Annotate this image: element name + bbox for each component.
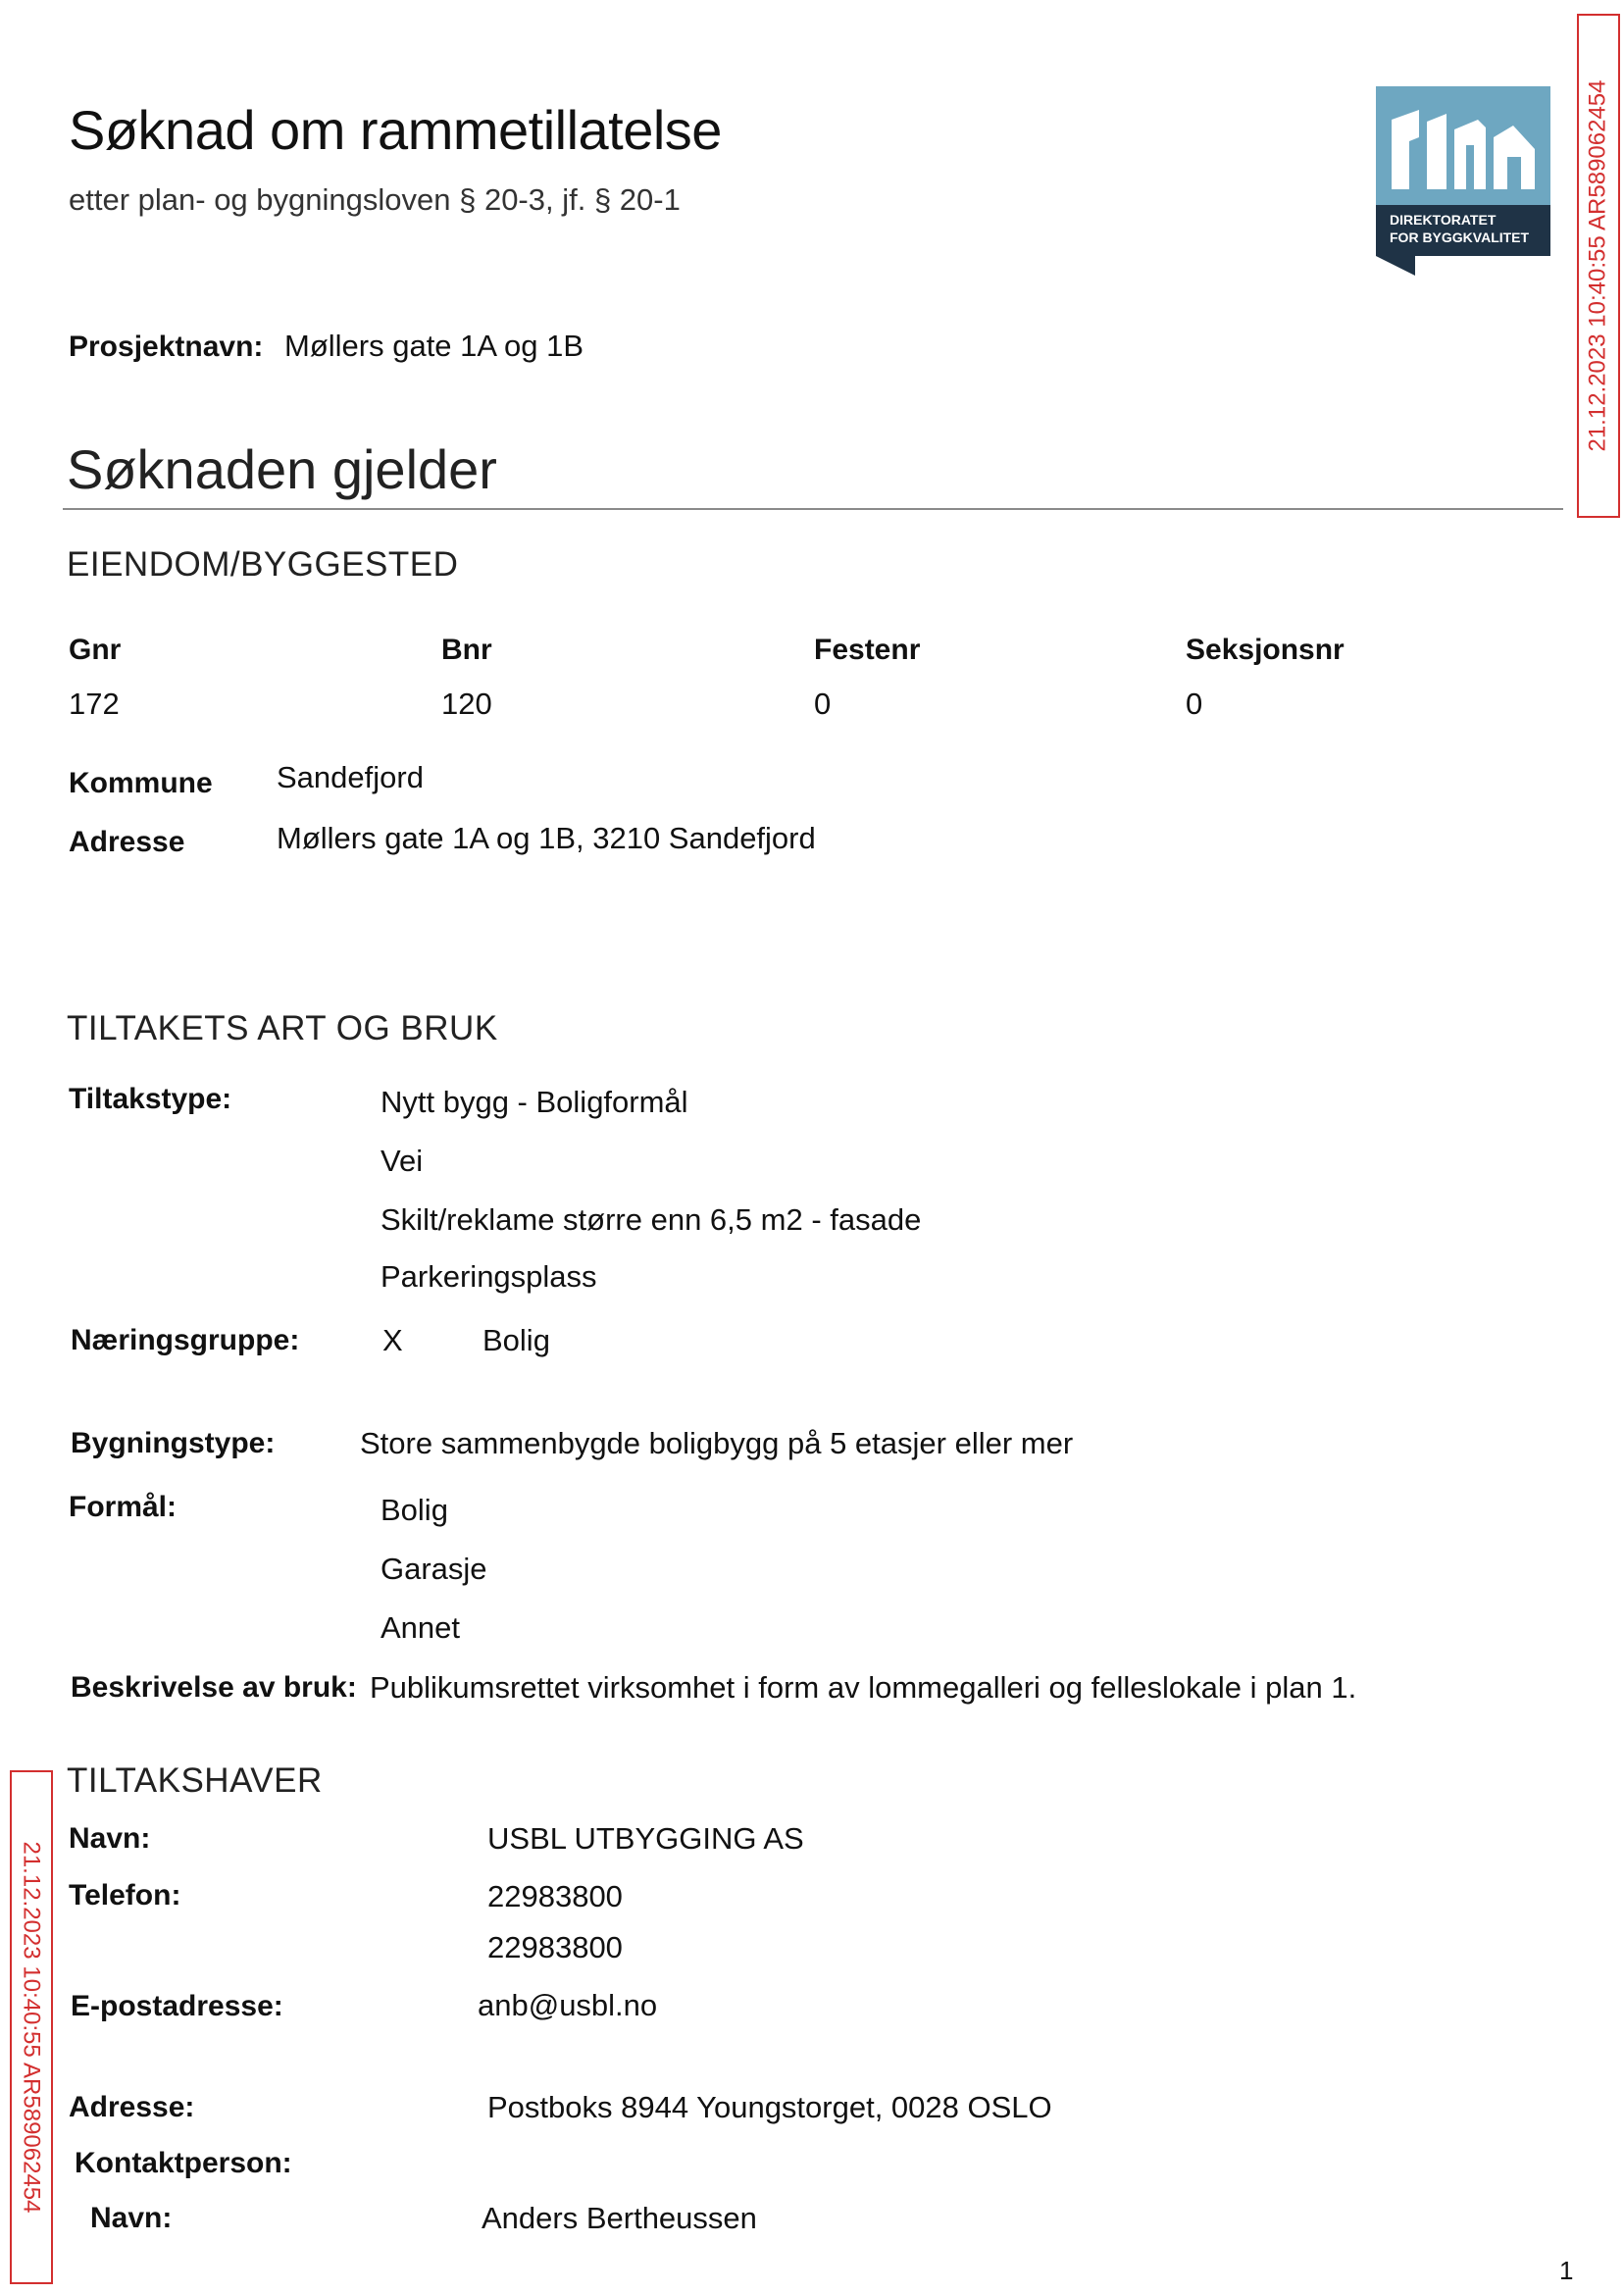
- page-number: 1: [1559, 2256, 1574, 2285]
- festenr-value: 0: [814, 687, 832, 721]
- gnr-label: Gnr: [69, 634, 122, 666]
- tiltakstype-label: Tiltakstype:: [69, 1083, 232, 1115]
- formaal-item: Bolig: [381, 1493, 448, 1527]
- stamp-text: 21.12.2023 10:40:55 AR589062454: [19, 1841, 45, 2214]
- kontaktperson-navn-label: Navn:: [90, 2202, 173, 2234]
- naeringsgruppe-code: X: [382, 1323, 403, 1357]
- adresse-label: Adresse: [69, 826, 185, 858]
- dibk-logo-graphic: [1376, 86, 1550, 276]
- kommune-value: Sandefjord: [277, 760, 424, 794]
- telefon-label: Telefon:: [69, 1879, 181, 1912]
- naeringsgruppe-value: Bolig: [482, 1323, 550, 1357]
- festenr-label: Festenr: [814, 634, 921, 666]
- tiltak-heading: TILTAKETS ART OG BRUK: [67, 1009, 498, 1047]
- gnr-value: 172: [69, 687, 120, 721]
- seksjonsnr-value: 0: [1186, 687, 1203, 721]
- logo-text-line2: FOR BYGGKVALITET: [1390, 229, 1530, 245]
- adresse-value: Møllers gate 1A og 1B, 3210 Sandefjord: [277, 821, 816, 855]
- tiltakstype-item: Nytt bygg - Boligformål: [381, 1085, 688, 1119]
- document-title: Søknad om rammetillatelse: [69, 99, 722, 161]
- tiltakshaver-adresse-label: Adresse:: [69, 2091, 195, 2123]
- tiltakstype-item: Parkeringsplass: [381, 1259, 597, 1294]
- kommune-label: Kommune: [69, 767, 213, 799]
- logo-text-line1: DIREKTORATET: [1390, 212, 1497, 228]
- heading-divider: [63, 508, 1563, 510]
- project-label: Prosjektnavn:: [69, 331, 264, 363]
- bygningstype-value: Store sammenbygde boligbygg på 5 etasjer eller mer: [360, 1426, 1074, 1460]
- kontaktperson-label: Kontaktperson:: [75, 2147, 292, 2179]
- section-heading: Søknaden gjelder: [67, 438, 497, 500]
- beskrivelse-label: Beskrivelse av bruk:: [71, 1671, 357, 1704]
- stamp-text: 21.12.2023 10:40:55 AR589062454: [1585, 79, 1611, 452]
- bnr-label: Bnr: [441, 634, 492, 666]
- bnr-value: 120: [441, 687, 492, 721]
- telefon-value: 22983800: [487, 1930, 623, 1964]
- document-subtitle: etter plan- og bygningsloven § 20-3, jf. § 20-1: [69, 182, 681, 217]
- kontaktperson-navn-value: Anders Bertheussen: [482, 2201, 757, 2235]
- epost-value: anb@usbl.no: [478, 1988, 658, 2022]
- tiltakshaver-adresse-value: Postboks 8944 Youngstorget, 0028 OSLO: [487, 2090, 1052, 2124]
- timestamp-stamp-bottom: [10, 1770, 53, 2284]
- beskrivelse-value: Publikumsrettet virksomhet i form av lommegalleri og felleslokale i plan 1.: [370, 1670, 1357, 1705]
- tiltakstype-item: Vei: [381, 1144, 424, 1178]
- formaal-label: Formål:: [69, 1491, 178, 1523]
- tiltakstype-item: Skilt/reklame større enn 6,5 m2 - fasade: [381, 1202, 922, 1237]
- timestamp-stamp-top: [1577, 14, 1620, 518]
- epost-label: E-postadresse:: [71, 1990, 283, 2022]
- formaal-item: Annet: [381, 1610, 461, 1645]
- seksjonsnr-label: Seksjonsnr: [1186, 634, 1345, 666]
- navn-value: USBL UTBYGGING AS: [487, 1821, 804, 1856]
- telefon-value: 22983800: [487, 1879, 623, 1913]
- tiltakshaver-heading: TILTAKSHAVER: [67, 1761, 323, 1800]
- eiendom-heading: EIENDOM/BYGGESTED: [67, 545, 459, 584]
- project-value: Møllers gate 1A og 1B: [284, 329, 584, 363]
- formaal-item: Garasje: [381, 1552, 487, 1586]
- naeringsgruppe-label: Næringsgruppe:: [71, 1324, 300, 1356]
- bygningstype-label: Bygningstype:: [71, 1427, 276, 1459]
- dibk-logo: [1376, 86, 1550, 276]
- navn-label: Navn:: [69, 1822, 151, 1855]
